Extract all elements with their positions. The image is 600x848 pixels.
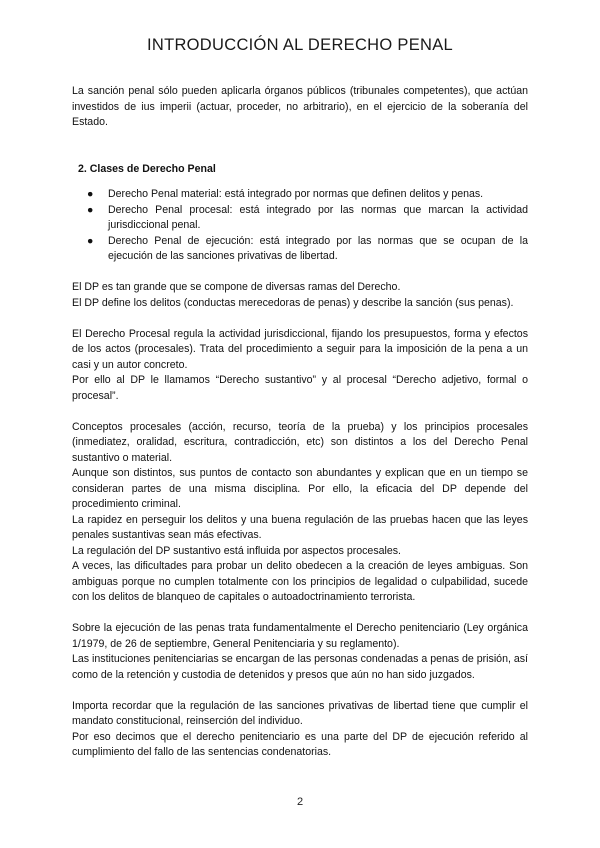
section-heading: 2. Clases de Derecho Penal <box>78 162 216 175</box>
bullet-icon: ● <box>87 234 94 247</box>
block-derecho-penitenciario <box>72 621 528 683</box>
paragraph: El Derecho Procesal regula la actividad jurisdiccional, fijando los presupuestos, forma y efectos de los actos (procesales). Trata del procedimiento a seguir para la imposición de la pena a un casi y un autor concreto. <box>72 327 528 371</box>
block-conceptos-procesales <box>72 420 528 606</box>
list-item: ● Derecho Penal de ejecución: está integrado por las normas que se ocupan de la ejecución de las sanciones privativas de libertad. <box>87 234 528 262</box>
intro-paragraph: La sanción penal sólo pueden aplicarla órganos públicos (tribunales competentes), que actúan investidos de ius imperii (actuar, proceder, no arbitrario), en el ejercicio de la soberanía del Estado. <box>72 85 528 128</box>
paragraph: El DP es tan grande que se compone de diversas ramas del Derecho. <box>72 281 401 293</box>
paragraph: Las instituciones penitenciarias se encargan de las personas condenadas a penas de prisión, así como de la retención y custodia de detenidos y presos que aún no han sido juzgados. <box>72 653 528 681</box>
paragraph: La rapidez en perseguir los delitos y una buena regulación de las pruebas hacen que las leyes penales sustantivas sean más efectivas. <box>72 513 528 541</box>
block-sanciones-privativas <box>72 699 528 761</box>
paragraph: El DP define los delitos (conductas merecedoras de penas) y describe la sanción (sus penas). <box>72 296 514 309</box>
bullet-icon: ● <box>87 188 94 200</box>
paragraph: Aunque son distintos, sus puntos de contacto son abundantes y explican que en un tiempo se consideran partes de una misma disciplina. Por ello, la eficacia del DP depende del procedimiento criminal. <box>72 467 528 510</box>
bullet-icon: ● <box>87 203 94 216</box>
block-ramas <box>72 280 528 311</box>
paragraph: La regulación del DP sustantivo está influida por aspectos procesales. <box>72 544 401 557</box>
block-derecho-procesal <box>72 327 528 405</box>
paragraph: Por eso decimos que el derecho penitenciario es una parte del DP de ejecución referido al cumplimiento del fallo de las sentencias condenatorias. <box>72 730 528 758</box>
list-item: ● Derecho Penal material: está integrado por normas que definen delitos y penas. <box>72 187 528 203</box>
paragraph: Sobre la ejecución de las penas trata fundamentalmente el Derecho penitenciario (Ley orgánica 1/1979, de 26 de septiembre, General Penitenciaria y su reglamento). <box>72 622 528 650</box>
list-item: ● Derecho Penal procesal: está integrado por las normas que marcan la actividad jurisdiccional penal. <box>87 203 528 231</box>
paragraph: Conceptos procesales (acción, recurso, teoría de la prueba) y los principios procesales (inmediatez, oralidad, escritura, contradicción, etc) son distintos a los del Derecho Penal sustantivo o material. <box>72 420 528 464</box>
paragraph: Por ello al DP le llamamos “Derecho sustantivo” y al procesal “Derecho adjetivo, formal o procesal”. <box>72 374 528 402</box>
document-body <box>72 84 528 761</box>
paragraph: Importa recordar que la regulación de las sanciones privativas de libertad tiene que cumplir el mandato constitucional, reinserción del individuo. <box>72 699 528 727</box>
page-title: INTRODUCCIÓN AL DERECHO PENAL <box>146 36 454 54</box>
paragraph: A veces, las dificultades para probar un delito obedecen a la creación de leyes ambiguas. Son ambiguas porque no cumplen totalmente con los principios de legalidad o culpabilidad, sucede con los delitos de blanqueo de capitales o autoadoctrinamiento terrorista. <box>72 560 528 603</box>
page-number: 2 <box>296 796 304 808</box>
bullet-list <box>72 187 528 265</box>
